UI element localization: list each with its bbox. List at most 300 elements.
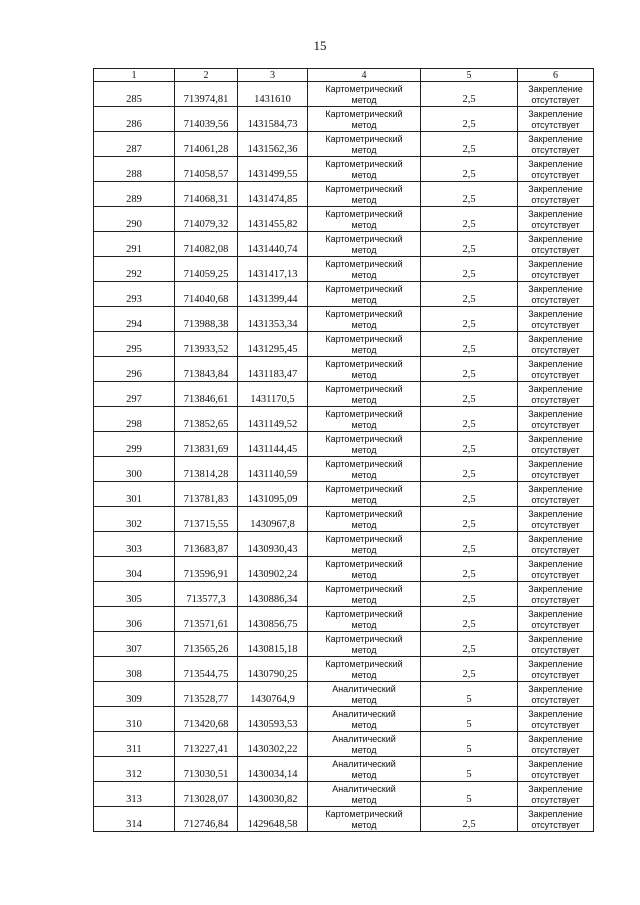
fixing-cell-text: отсутствует xyxy=(531,370,580,380)
method-cell-text: Картометрический xyxy=(325,209,403,219)
point-number-cell xyxy=(94,407,175,432)
point-number-cell-text: 300 xyxy=(126,469,142,480)
fixing-cell-text: Закрепление xyxy=(528,359,583,369)
fixing-cell-text: Закрепление xyxy=(528,384,583,394)
x-coordinate-cell xyxy=(175,707,238,732)
method-cell-text: метод xyxy=(351,820,377,830)
x-coordinate-cell xyxy=(175,157,238,182)
method-cell-text: метод xyxy=(351,620,377,630)
point-number-cell-text: 313 xyxy=(126,794,142,805)
point-number-cell xyxy=(94,207,175,232)
x-coordinate-cell-text: 714068,31 xyxy=(183,194,229,205)
precision-cell xyxy=(421,707,518,732)
fixing-cell xyxy=(518,757,594,782)
x-coordinate-cell-text: 713596,91 xyxy=(183,569,229,580)
table-row xyxy=(94,132,594,157)
precision-cell xyxy=(421,282,518,307)
fixing-cell-text: Закрепление xyxy=(528,334,583,344)
table-row xyxy=(94,782,594,807)
point-number-cell-text: 296 xyxy=(126,369,142,380)
table-row xyxy=(94,457,594,482)
x-coordinate-cell xyxy=(175,307,238,332)
y-coordinate-cell-text: 1431295,45 xyxy=(247,344,298,355)
method-cell-text: метод xyxy=(351,120,377,130)
precision-cell xyxy=(421,207,518,232)
fixing-cell xyxy=(518,557,594,582)
method-cell xyxy=(308,332,421,357)
y-coordinate-cell-text: 1431499,55 xyxy=(247,169,298,180)
x-coordinate-cell-text: 713683,87 xyxy=(183,544,229,555)
table-row xyxy=(94,107,594,132)
method-cell xyxy=(308,382,421,407)
precision-cell xyxy=(421,257,518,282)
table-row xyxy=(94,657,594,682)
fixing-cell-text: Закрепление xyxy=(528,184,583,194)
method-cell-text: Картометрический xyxy=(325,284,403,294)
precision-cell xyxy=(421,757,518,782)
table-row xyxy=(94,257,594,282)
column-header-4: 4 xyxy=(308,69,421,82)
point-number-cell-text: 290 xyxy=(126,219,142,230)
y-coordinate-cell xyxy=(238,407,308,432)
point-number-cell xyxy=(94,682,175,707)
y-coordinate-cell xyxy=(238,482,308,507)
x-coordinate-cell-text: 713227,41 xyxy=(183,744,229,755)
y-coordinate-cell xyxy=(238,82,308,107)
fixing-cell xyxy=(518,157,594,182)
method-cell-text: метод xyxy=(351,720,377,730)
table-row xyxy=(94,632,594,657)
precision-cell xyxy=(421,382,518,407)
y-coordinate-cell xyxy=(238,757,308,782)
table-row xyxy=(94,807,594,832)
point-number-cell xyxy=(94,557,175,582)
point-number-cell xyxy=(94,457,175,482)
column-header-2: 2 xyxy=(175,69,238,82)
x-coordinate-cell-text: 713528,77 xyxy=(183,694,229,705)
y-coordinate-cell-text: 1431562,36 xyxy=(247,144,298,155)
precision-cell xyxy=(421,632,518,657)
y-coordinate-cell-text: 1431095,09 xyxy=(247,494,298,505)
method-cell xyxy=(308,757,421,782)
fixing-cell-text: отсутствует xyxy=(531,395,580,405)
point-number-cell-text: 312 xyxy=(126,769,142,780)
method-cell-text: метод xyxy=(351,545,377,555)
method-cell-text: Картометрический xyxy=(325,609,403,619)
method-cell xyxy=(308,707,421,732)
point-number-cell xyxy=(94,157,175,182)
fixing-cell-text: отсутствует xyxy=(531,770,580,780)
fixing-cell-text: Закрепление xyxy=(528,84,583,94)
y-coordinate-cell xyxy=(238,382,308,407)
fixing-cell xyxy=(518,532,594,557)
y-coordinate-cell-text: 1430967,8 xyxy=(250,519,295,530)
table-row xyxy=(94,732,594,757)
point-number-cell xyxy=(94,357,175,382)
method-cell-text: Картометрический xyxy=(325,584,403,594)
fixing-cell-text: отсутствует xyxy=(531,595,580,605)
table-row xyxy=(94,432,594,457)
y-coordinate-cell xyxy=(238,207,308,232)
fixing-cell-text: Закрепление xyxy=(528,609,583,619)
table-row xyxy=(94,407,594,432)
x-coordinate-cell xyxy=(175,282,238,307)
point-number-cell-text: 308 xyxy=(126,669,142,680)
x-coordinate-cell xyxy=(175,407,238,432)
x-coordinate-cell xyxy=(175,657,238,682)
y-coordinate-cell xyxy=(238,332,308,357)
precision-cell xyxy=(421,432,518,457)
y-coordinate-cell-text: 1431584,73 xyxy=(247,119,298,130)
fixing-cell-text: отсутствует xyxy=(531,195,580,205)
table-row xyxy=(94,757,594,782)
method-cell-text: метод xyxy=(351,770,377,780)
point-number-cell-text: 301 xyxy=(126,494,142,505)
point-number-cell-text: 294 xyxy=(126,319,142,330)
precision-cell xyxy=(421,357,518,382)
x-coordinate-cell xyxy=(175,682,238,707)
x-coordinate-cell-text: 712746,84 xyxy=(183,819,229,830)
precision-cell xyxy=(421,557,518,582)
fixing-cell-text: Закрепление xyxy=(528,684,583,694)
point-number-cell-text: 305 xyxy=(126,594,142,605)
fixing-cell-text: отсутствует xyxy=(531,645,580,655)
method-cell-text: Аналитический xyxy=(332,684,396,694)
point-number-cell-text: 293 xyxy=(126,294,142,305)
fixing-cell-text: отсутствует xyxy=(531,720,580,730)
fixing-cell-text: отсутствует xyxy=(531,345,580,355)
point-number-cell xyxy=(94,382,175,407)
point-number-cell-text: 309 xyxy=(126,694,142,705)
fixing-cell-text: отсутствует xyxy=(531,120,580,130)
table-row xyxy=(94,707,594,732)
method-cell-text: Картометрический xyxy=(325,509,403,519)
fixing-cell-text: Закрепление xyxy=(528,259,583,269)
point-number-cell xyxy=(94,657,175,682)
table-row xyxy=(94,482,594,507)
fixing-cell xyxy=(518,307,594,332)
method-cell-text: метод xyxy=(351,595,377,605)
method-cell xyxy=(308,82,421,107)
y-coordinate-cell-text: 1430764,9 xyxy=(250,694,295,705)
precision-cell xyxy=(421,182,518,207)
method-cell xyxy=(308,482,421,507)
fixing-cell xyxy=(518,382,594,407)
precision-cell-text: 2,5 xyxy=(462,119,476,130)
point-number-cell-text: 295 xyxy=(126,344,142,355)
precision-cell xyxy=(421,107,518,132)
method-cell xyxy=(308,732,421,757)
precision-cell xyxy=(421,507,518,532)
y-coordinate-cell xyxy=(238,732,308,757)
y-coordinate-cell xyxy=(238,557,308,582)
fixing-cell-text: Закрепление xyxy=(528,234,583,244)
fixing-cell xyxy=(518,607,594,632)
point-number-cell xyxy=(94,632,175,657)
precision-cell-text: 2,5 xyxy=(462,94,476,105)
table-row xyxy=(94,307,594,332)
fixing-cell xyxy=(518,232,594,257)
fixing-cell-text: отсутствует xyxy=(531,520,580,530)
method-cell-text: метод xyxy=(351,320,377,330)
x-coordinate-cell-text: 714040,68 xyxy=(183,294,229,305)
fixing-cell-text: отсутствует xyxy=(531,670,580,680)
method-cell-text: Картометрический xyxy=(325,809,403,819)
y-coordinate-cell-text: 1431183,47 xyxy=(247,369,298,380)
fixing-cell-text: отсутствует xyxy=(531,145,580,155)
method-cell xyxy=(308,457,421,482)
precision-cell-text: 2,5 xyxy=(462,669,476,680)
method-cell-text: метод xyxy=(351,170,377,180)
method-cell-text: Аналитический xyxy=(332,784,396,794)
fixing-cell-text: отсутствует xyxy=(531,745,580,755)
method-cell xyxy=(308,282,421,307)
coordinates-table xyxy=(93,68,594,832)
fixing-cell xyxy=(518,282,594,307)
table-row xyxy=(94,357,594,382)
y-coordinate-cell-text: 1431144,45 xyxy=(247,444,298,455)
method-cell xyxy=(308,182,421,207)
page-number: 15 xyxy=(313,38,327,53)
fixing-cell-text: отсутствует xyxy=(531,820,580,830)
x-coordinate-cell-text: 713028,07 xyxy=(183,794,229,805)
precision-cell-text: 5 xyxy=(466,719,472,730)
point-number-cell xyxy=(94,232,175,257)
y-coordinate-cell-text: 1430886,34 xyxy=(247,594,298,605)
fixing-cell xyxy=(518,807,594,832)
method-cell xyxy=(308,307,421,332)
fixing-cell xyxy=(518,182,594,207)
fixing-cell-text: отсутствует xyxy=(531,470,580,480)
method-cell xyxy=(308,607,421,632)
method-cell-text: метод xyxy=(351,220,377,230)
x-coordinate-cell-text: 713781,83 xyxy=(183,494,229,505)
precision-cell xyxy=(421,807,518,832)
fixing-cell-text: Закрепление xyxy=(528,759,583,769)
point-number-cell-text: 314 xyxy=(126,819,142,830)
method-cell xyxy=(308,782,421,807)
fixing-cell xyxy=(518,632,594,657)
fixing-cell-text: отсутствует xyxy=(531,445,580,455)
precision-cell xyxy=(421,332,518,357)
x-coordinate-cell-text: 714082,08 xyxy=(183,244,229,255)
fixing-cell xyxy=(518,107,594,132)
y-coordinate-cell xyxy=(238,307,308,332)
method-cell xyxy=(308,207,421,232)
y-coordinate-cell xyxy=(238,357,308,382)
x-coordinate-cell xyxy=(175,132,238,157)
fixing-cell xyxy=(518,507,594,532)
point-number-cell xyxy=(94,807,175,832)
y-coordinate-cell xyxy=(238,182,308,207)
fixing-cell xyxy=(518,132,594,157)
method-cell-text: Аналитический xyxy=(332,734,396,744)
y-coordinate-cell xyxy=(238,807,308,832)
precision-cell-text: 5 xyxy=(466,769,472,780)
method-cell-text: метод xyxy=(351,295,377,305)
y-coordinate-cell xyxy=(238,632,308,657)
precision-cell xyxy=(421,232,518,257)
point-number-cell xyxy=(94,732,175,757)
method-cell-text: Картометрический xyxy=(325,309,403,319)
x-coordinate-cell-text: 713974,81 xyxy=(183,94,229,105)
y-coordinate-cell-text: 1431149,52 xyxy=(247,419,298,430)
method-cell-text: метод xyxy=(351,270,377,280)
point-number-cell-text: 302 xyxy=(126,519,142,530)
precision-cell-text: 2,5 xyxy=(462,544,476,555)
precision-cell-text: 2,5 xyxy=(462,319,476,330)
method-cell xyxy=(308,632,421,657)
precision-cell xyxy=(421,682,518,707)
y-coordinate-cell-text: 1430034,14 xyxy=(247,769,298,780)
point-number-cell xyxy=(94,607,175,632)
method-cell xyxy=(308,107,421,132)
method-cell-text: Картометрический xyxy=(325,659,403,669)
precision-cell xyxy=(421,132,518,157)
precision-cell xyxy=(421,657,518,682)
y-coordinate-cell xyxy=(238,782,308,807)
x-coordinate-cell-text: 713852,65 xyxy=(183,419,229,430)
point-number-cell xyxy=(94,482,175,507)
method-cell xyxy=(308,132,421,157)
precision-cell-text: 2,5 xyxy=(462,194,476,205)
point-number-cell xyxy=(94,332,175,357)
method-cell-text: Картометрический xyxy=(325,159,403,169)
method-cell-text: метод xyxy=(351,395,377,405)
fixing-cell xyxy=(518,582,594,607)
precision-cell xyxy=(421,582,518,607)
method-cell-text: Картометрический xyxy=(325,84,403,94)
y-coordinate-cell xyxy=(238,132,308,157)
fixing-cell-text: Закрепление xyxy=(528,484,583,494)
point-number-cell-text: 307 xyxy=(126,644,142,655)
fixing-cell xyxy=(518,657,594,682)
method-cell-text: Картометрический xyxy=(325,184,403,194)
fixing-cell-text: Закрепление xyxy=(528,459,583,469)
method-cell-text: Картометрический xyxy=(325,134,403,144)
y-coordinate-cell-text: 1431140,59 xyxy=(247,469,298,480)
point-number-cell-text: 299 xyxy=(126,444,142,455)
table-body xyxy=(94,82,594,832)
method-cell-text: Картометрический xyxy=(325,459,403,469)
precision-cell-text: 2,5 xyxy=(462,294,476,305)
column-header-1: 1 xyxy=(94,69,175,82)
precision-cell-text: 2,5 xyxy=(462,369,476,380)
precision-cell xyxy=(421,307,518,332)
precision-cell xyxy=(421,82,518,107)
precision-cell-text: 2,5 xyxy=(462,444,476,455)
fixing-cell-text: отсутствует xyxy=(531,695,580,705)
method-cell-text: метод xyxy=(351,95,377,105)
method-cell-text: метод xyxy=(351,420,377,430)
point-number-cell xyxy=(94,132,175,157)
method-cell-text: Картометрический xyxy=(325,334,403,344)
fixing-cell xyxy=(518,707,594,732)
method-cell xyxy=(308,432,421,457)
fixing-cell xyxy=(518,457,594,482)
y-coordinate-cell-text: 1430856,75 xyxy=(247,619,298,630)
precision-cell xyxy=(421,782,518,807)
fixing-cell-text: Закрепление xyxy=(528,284,583,294)
x-coordinate-cell xyxy=(175,432,238,457)
method-cell-text: Картометрический xyxy=(325,559,403,569)
precision-cell-text: 2,5 xyxy=(462,169,476,180)
x-coordinate-cell xyxy=(175,732,238,757)
method-cell-text: метод xyxy=(351,745,377,755)
x-coordinate-cell-text: 713814,28 xyxy=(183,469,229,480)
x-coordinate-cell-text: 713544,75 xyxy=(183,669,229,680)
point-number-cell-text: 286 xyxy=(126,119,142,130)
precision-cell-text: 5 xyxy=(466,694,472,705)
table-row xyxy=(94,207,594,232)
method-cell-text: метод xyxy=(351,370,377,380)
method-cell xyxy=(308,507,421,532)
precision-cell-text: 2,5 xyxy=(462,244,476,255)
point-number-cell xyxy=(94,307,175,332)
method-cell xyxy=(308,682,421,707)
fixing-cell-text: отсутствует xyxy=(531,220,580,230)
method-cell-text: Картометрический xyxy=(325,434,403,444)
x-coordinate-cell-text: 713565,26 xyxy=(183,644,229,655)
x-coordinate-cell-text: 713420,68 xyxy=(183,719,229,730)
x-coordinate-cell xyxy=(175,82,238,107)
precision-cell-text: 2,5 xyxy=(462,819,476,830)
y-coordinate-cell-text: 1431474,85 xyxy=(247,194,298,205)
table-row xyxy=(94,232,594,257)
point-number-cell xyxy=(94,107,175,132)
method-cell xyxy=(308,582,421,607)
fixing-cell-text: отсутствует xyxy=(531,620,580,630)
fixing-cell xyxy=(518,782,594,807)
point-number-cell xyxy=(94,432,175,457)
y-coordinate-cell-text: 1431610 xyxy=(254,94,291,105)
precision-cell-text: 2,5 xyxy=(462,394,476,405)
point-number-cell-text: 304 xyxy=(126,569,142,580)
method-cell xyxy=(308,557,421,582)
x-coordinate-cell-text: 713715,55 xyxy=(183,519,229,530)
fixing-cell-text: отсутствует xyxy=(531,95,580,105)
x-coordinate-cell xyxy=(175,782,238,807)
precision-cell-text: 2,5 xyxy=(462,269,476,280)
precision-cell-text: 2,5 xyxy=(462,494,476,505)
precision-cell xyxy=(421,457,518,482)
x-coordinate-cell xyxy=(175,557,238,582)
x-coordinate-cell-text: 713030,51 xyxy=(183,769,229,780)
method-cell-text: Картометрический xyxy=(325,259,403,269)
fixing-cell-text: отсутствует xyxy=(531,570,580,580)
point-number-cell-text: 298 xyxy=(126,419,142,430)
point-number-cell xyxy=(94,257,175,282)
fixing-cell-text: отсутствует xyxy=(531,270,580,280)
method-cell-text: Картометрический xyxy=(325,409,403,419)
y-coordinate-cell-text: 1430930,43 xyxy=(247,544,298,555)
x-coordinate-cell xyxy=(175,182,238,207)
x-coordinate-cell-text: 714039,56 xyxy=(183,119,229,130)
method-cell-text: Картометрический xyxy=(325,359,403,369)
y-coordinate-cell-text: 1430302,22 xyxy=(247,744,298,755)
x-coordinate-cell xyxy=(175,632,238,657)
precision-cell-text: 2,5 xyxy=(462,344,476,355)
point-number-cell xyxy=(94,782,175,807)
fixing-cell-text: Закрепление xyxy=(528,734,583,744)
point-number-cell-text: 287 xyxy=(126,144,142,155)
y-coordinate-cell-text: 1430030,82 xyxy=(247,794,298,805)
method-cell-text: метод xyxy=(351,195,377,205)
y-coordinate-cell xyxy=(238,707,308,732)
y-coordinate-cell xyxy=(238,232,308,257)
fixing-cell xyxy=(518,82,594,107)
method-cell xyxy=(308,407,421,432)
